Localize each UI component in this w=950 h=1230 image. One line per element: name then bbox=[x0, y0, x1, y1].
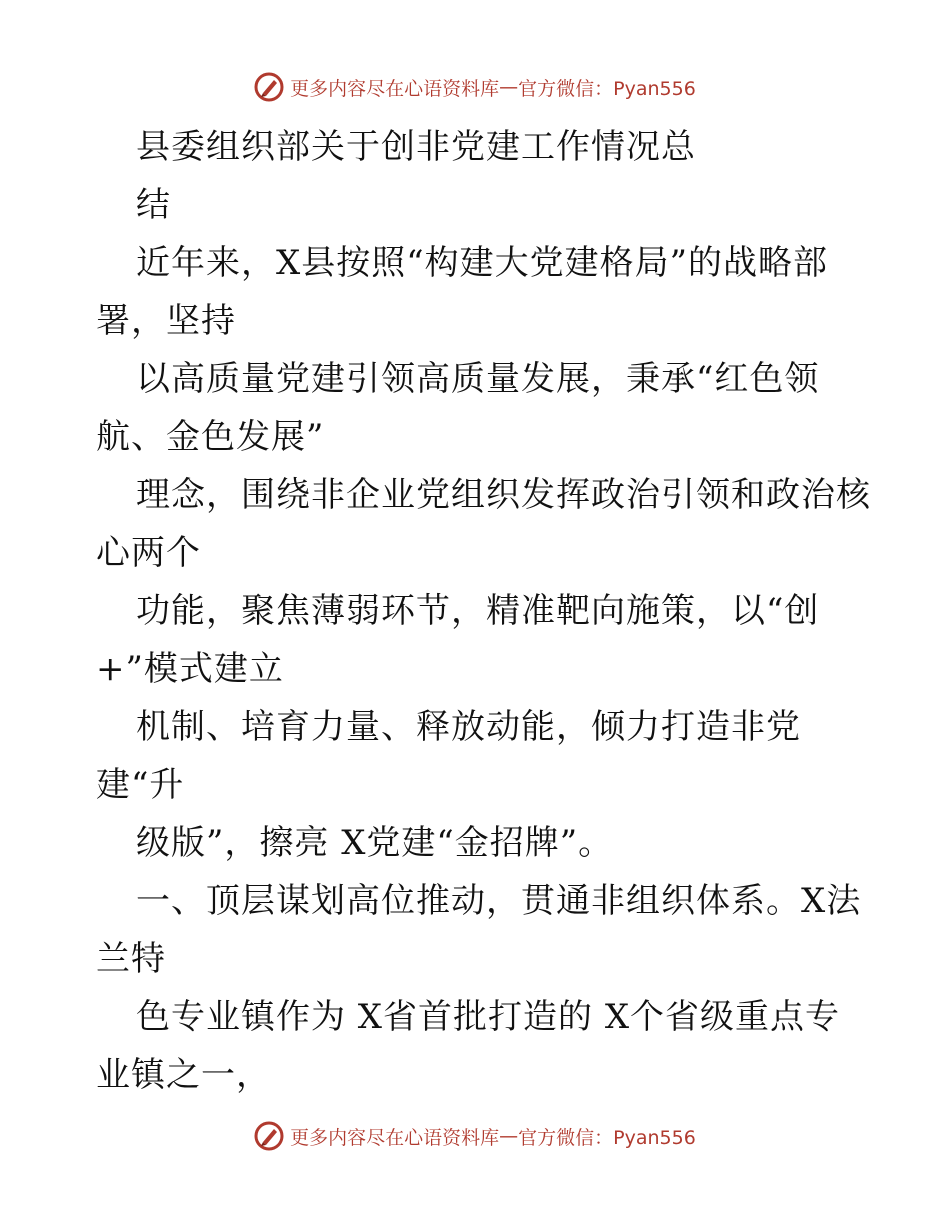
watermark-text: 更多内容尽在心语资料库 bbox=[290, 77, 500, 100]
text-line: 兰特 bbox=[96, 939, 166, 979]
watermark-text: 更多内容尽在心语资料库 bbox=[290, 1126, 500, 1149]
text-line: 建“升 bbox=[96, 765, 185, 805]
text-line: 一、顶层谋划高位推动，贯通非组织体系。X法 bbox=[136, 881, 862, 921]
pen-logo-icon bbox=[254, 72, 284, 102]
text-line: 功能，聚焦薄弱环节，精准靶向施策，以“创 bbox=[136, 591, 820, 631]
text-line: 近年来，X县按照“构建大党建格局”的战略部 bbox=[136, 243, 828, 283]
pen-logo-icon bbox=[254, 1121, 284, 1151]
text-line: 业镇之一， bbox=[96, 1055, 271, 1095]
text-line: 级版”，擦亮 X党建“金招牌”。 bbox=[136, 823, 614, 863]
text-line: 航、金色发展” bbox=[96, 417, 325, 457]
text-line: 色专业镇作为 X省首批打造的 X个省级重点专 bbox=[136, 997, 841, 1037]
text-line: 以高质量党建引领高质量发展，秉承“红色领 bbox=[136, 359, 820, 399]
text-line: 机制、培育力量、释放动能，倾力打造非党 bbox=[136, 707, 801, 747]
text-line: 署，坚持 bbox=[96, 301, 236, 341]
text-line: 心两个 bbox=[96, 533, 201, 573]
text-line: 结 bbox=[136, 185, 171, 225]
watermark-separator: — bbox=[499, 76, 519, 98]
watermark-wechat: 官方微信：Pyan556 bbox=[518, 1126, 696, 1149]
document-body bbox=[96, 118, 871, 1104]
text-line: 县委组织部关于创非党建工作情况总 bbox=[136, 127, 696, 167]
text-line: 理念，围绕非企业党组织发挥政治引领和政治核 bbox=[136, 475, 871, 515]
text-line: +”模式建立 bbox=[96, 649, 284, 689]
watermark-separator: — bbox=[499, 1125, 519, 1147]
watermark-banner-top bbox=[0, 72, 950, 102]
watermark-banner-bottom bbox=[0, 1121, 950, 1151]
watermark-wechat: 官方微信：Pyan556 bbox=[518, 77, 696, 100]
